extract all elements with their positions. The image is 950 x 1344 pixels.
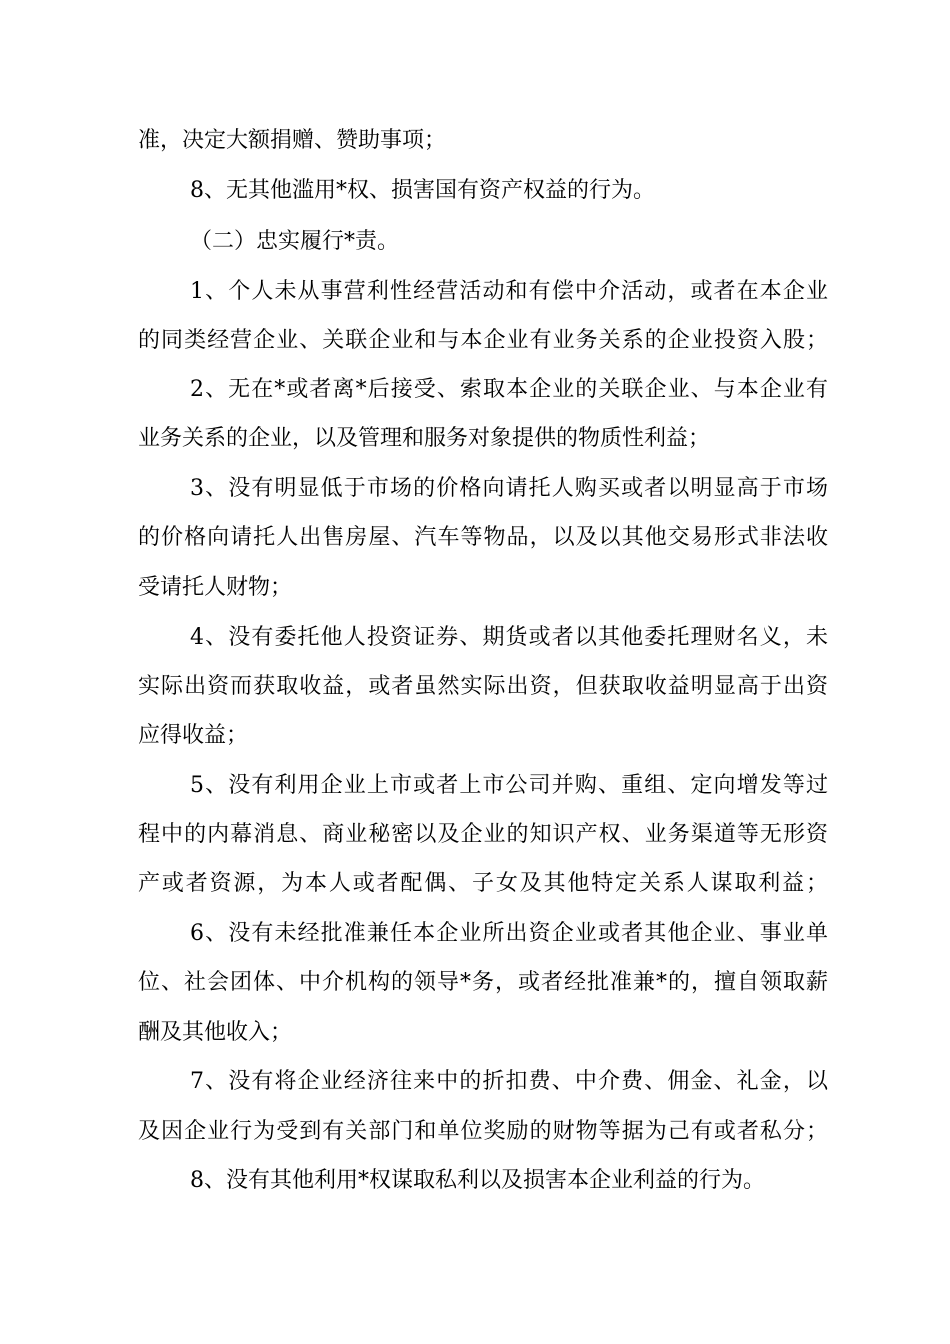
text-line: 7、没有将企业经济往来中的折扣费、中介费、佣金、礼金，以 <box>190 1069 828 1094</box>
text-line: 及因企业行为受到有关部门和单位奖励的财物等据为己有或者私分； <box>138 1119 828 1144</box>
text-line: 6、没有未经批准兼任本企业所出资企业或者其他企业、事业单 <box>190 921 828 946</box>
text-line: 酬及其他收入； <box>138 1020 293 1045</box>
text-line: 8、没有其他利用*权谋取私利以及损害本企业利益的行为。 <box>190 1168 765 1193</box>
text-line: 应得收益； <box>138 723 249 748</box>
text-line: 受请托人财物； <box>138 575 293 600</box>
text-line: 实际出资而获取收益，或者虽然实际出资，但获取收益明显高于出资 <box>138 674 828 699</box>
text-line: 业务关系的企业，以及管理和服务对象提供的物质性利益； <box>138 426 711 451</box>
text-line: 位、社会团体、中介机构的领导*务，或者经批准兼*的，擅自领取薪 <box>138 970 828 995</box>
text-line: 1、个人未从事营利性经营活动和有偿中介活动，或者在本企业 <box>190 279 828 304</box>
text-line: 产或者资源，为本人或者配偶、子女及其他特定关系人谋取利益； <box>138 871 828 896</box>
text-line: 准，决定大额捐赠、赞助事项； <box>138 128 447 153</box>
text-line: 3、没有明显低于市场的价格向请托人购买或者以明显高于市场 <box>190 476 828 501</box>
text-line: 4、没有委托他人投资证券、期货或者以其他委托理财名义，未 <box>190 625 828 650</box>
text-line: 5、没有利用企业上市或者上市公司并购、重组、定向增发等过 <box>190 773 828 798</box>
text-line: 8、无其他滥用*权、损害国有资产权益的行为。 <box>190 178 655 203</box>
text-line: 2、无在*或者离*后接受、索取本企业的关联企业、与本企业有 <box>190 377 828 402</box>
text-line: 的价格向请托人出售房屋、汽车等物品，以及以其他交易形式非法收 <box>138 525 828 550</box>
section-heading: （二）忠实履行*责。 <box>190 229 400 254</box>
text-line: 程中的内幕消息、商业秘密以及企业的知识产权、业务渠道等无形资 <box>138 822 828 847</box>
text-line: 的同类经营企业、关联企业和与本企业有业务关系的企业投资入股； <box>138 328 828 353</box>
